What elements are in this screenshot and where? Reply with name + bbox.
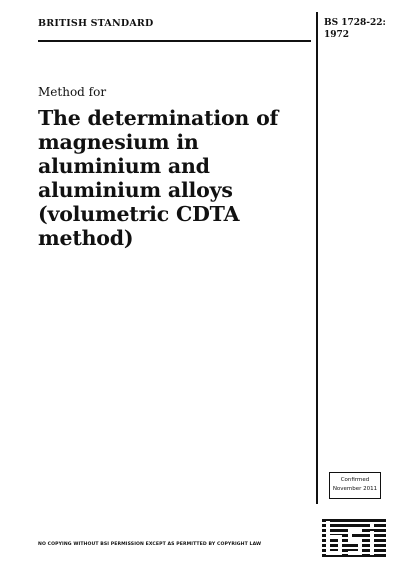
vertical-rule bbox=[316, 12, 318, 504]
standard-series-label: BRITISH STANDARD bbox=[38, 18, 154, 29]
bsi-logo-icon bbox=[322, 519, 386, 559]
document-title bbox=[38, 106, 308, 250]
confirmed-stamp bbox=[329, 472, 381, 499]
copyright-notice: NO COPYING WITHOUT BSI PERMISSION EXCEPT AS PERMITTED BY COPYRIGHT LAW bbox=[38, 542, 262, 547]
document-number-line1: BS 1728-22: bbox=[324, 18, 386, 28]
title-prefix: Method for bbox=[38, 85, 107, 99]
title-line: The determination of bbox=[38, 106, 279, 130]
document-number-line2: 1972 bbox=[324, 30, 350, 40]
stamp-line2: November 2011 bbox=[332, 486, 378, 492]
title-line: aluminium alloys bbox=[38, 178, 233, 202]
document-number bbox=[324, 17, 394, 41]
title-line: magnesium in bbox=[38, 130, 199, 154]
title-line: (volumetric CDTA bbox=[38, 202, 240, 226]
title-line: method) bbox=[38, 226, 134, 250]
title-line: aluminium and bbox=[38, 154, 210, 178]
header-rule bbox=[38, 40, 311, 42]
stamp-line1: Confirmed bbox=[340, 477, 370, 483]
